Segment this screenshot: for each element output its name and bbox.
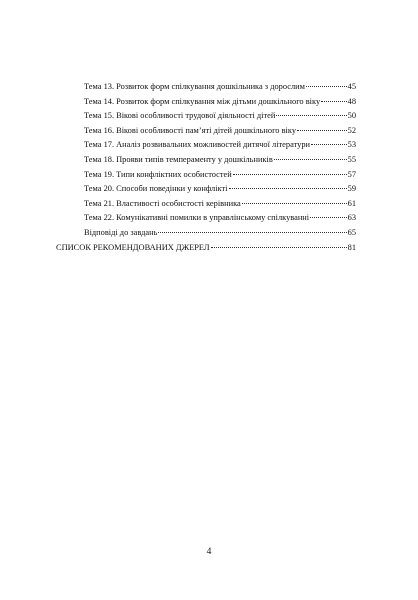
toc-entry-page: 61 bbox=[347, 198, 356, 208]
toc-entry-page: 48 bbox=[347, 96, 356, 106]
toc-entry-title: Тема 18. Прояви типів темпераменту у дошкільників bbox=[84, 154, 273, 164]
page-number: 4 bbox=[206, 547, 212, 557]
toc-entry-title: Тема 22. Комунікативні помилки в управлінському спілкуванні bbox=[84, 213, 310, 223]
toc-entry-page: 55 bbox=[347, 154, 356, 164]
toc-entry-topic-21[interactable] bbox=[84, 197, 356, 212]
toc-entry-title: Тема 20. Способи поведінки у конфлікті bbox=[84, 184, 228, 194]
toc-entry-title: СПИСОК РЕКОМЕНДОВАНИХ ДЖЕРЕЛ bbox=[56, 242, 210, 252]
toc-entry-page: 45 bbox=[347, 82, 356, 91]
toc-entry-page: 81 bbox=[347, 242, 356, 252]
toc-entry-title: Тема 14. Розвиток форм спілкування між дітьми дошкільного віку bbox=[84, 96, 321, 106]
toc-entry-title: Тема 17. Аналіз розвивальних можливостей дитячої літератури bbox=[84, 140, 310, 150]
toc-entry-topic-17[interactable] bbox=[84, 138, 356, 153]
dot-leader bbox=[276, 115, 346, 116]
dot-leader bbox=[297, 130, 347, 131]
toc-entry-topic-13[interactable] bbox=[84, 80, 356, 95]
toc-entry-references[interactable] bbox=[56, 241, 356, 256]
dot-leader bbox=[242, 203, 347, 204]
toc-entry-title: Тема 16. Вікові особливості пам’яті дітей дошкільного віку bbox=[84, 125, 297, 135]
toc-entry-title: Тема 19. Типи конфліктних особистостей bbox=[84, 169, 232, 179]
dot-leader bbox=[233, 174, 347, 175]
toc-entry-page: 59 bbox=[347, 184, 356, 194]
toc-entry-page: 57 bbox=[347, 169, 356, 179]
dot-leader bbox=[321, 101, 346, 102]
toc-entry-answers[interactable] bbox=[84, 226, 356, 241]
toc-entry-topic-14[interactable] bbox=[84, 95, 356, 110]
toc-entry-topic-19[interactable] bbox=[84, 168, 356, 183]
toc-entry-page: 50 bbox=[347, 111, 356, 121]
toc-entry-page: 53 bbox=[347, 140, 356, 150]
toc-entry-page: 52 bbox=[347, 125, 356, 135]
toc-entry-title: Тема 21. Властивості особистості керівника bbox=[84, 198, 241, 208]
dot-leader bbox=[229, 188, 347, 189]
toc-entry-page: 65 bbox=[347, 227, 356, 237]
table-of-contents bbox=[56, 80, 356, 255]
toc-entry-topic-15[interactable] bbox=[84, 109, 356, 124]
dot-leader bbox=[310, 217, 347, 218]
dot-leader bbox=[311, 144, 347, 145]
dot-leader bbox=[158, 232, 346, 233]
toc-entry-topic-16[interactable] bbox=[84, 124, 356, 139]
dot-leader bbox=[211, 247, 347, 248]
toc-entry-title: Тема 15. Вікові особливості трудової діяльності дітей bbox=[84, 111, 276, 121]
toc-entry-topic-22[interactable] bbox=[84, 211, 356, 226]
toc-entry-title: Тема 13. Розвиток форм спілкування дошкільника з дорослим bbox=[84, 82, 305, 91]
toc-entry-page: 63 bbox=[347, 213, 356, 223]
toc-entry-title: Відповіді до завдань bbox=[84, 227, 158, 237]
dot-leader bbox=[274, 159, 347, 160]
toc-entry-topic-20[interactable] bbox=[84, 182, 356, 197]
toc-entry-topic-18[interactable] bbox=[84, 153, 356, 168]
dot-leader bbox=[306, 86, 347, 87]
